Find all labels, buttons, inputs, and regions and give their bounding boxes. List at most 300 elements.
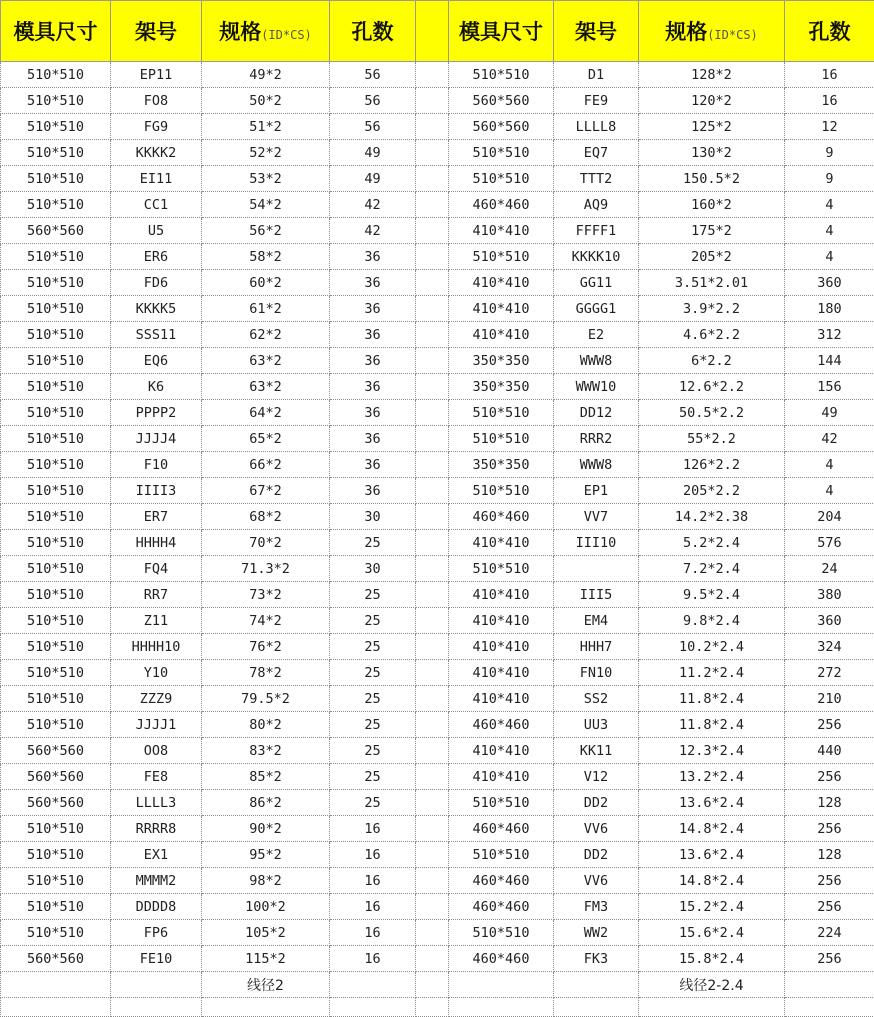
cell-empty[interactable]: [330, 972, 416, 998]
cell-spec[interactable]: 14.8*2.4: [639, 868, 785, 894]
cell-frame-no[interactable]: WW2: [554, 920, 639, 946]
cell-holes[interactable]: 36: [330, 374, 416, 400]
cell-frame-no[interactable]: FM3: [554, 894, 639, 920]
cell-mold-size[interactable]: 460*460: [449, 946, 554, 972]
cell-holes[interactable]: 16: [330, 946, 416, 972]
cell-holes[interactable]: 360: [785, 270, 874, 296]
cell-mold-size[interactable]: 510*510: [1, 452, 111, 478]
header-gap-cell[interactable]: [416, 1, 449, 62]
cell-mold-size[interactable]: 510*510: [449, 426, 554, 452]
cell-mold-size[interactable]: 350*350: [449, 452, 554, 478]
cell-mold-size[interactable]: 460*460: [449, 816, 554, 842]
cell-mold-size[interactable]: 410*410: [449, 686, 554, 712]
cell-holes[interactable]: 25: [330, 738, 416, 764]
cell-mold-size[interactable]: 560*560: [1, 946, 111, 972]
cell-frame-no[interactable]: EI11: [111, 166, 202, 192]
cell-holes[interactable]: 56: [330, 62, 416, 88]
cell-mold-size[interactable]: 350*350: [449, 348, 554, 374]
cell-empty[interactable]: [1, 972, 111, 998]
cell-frame-no[interactable]: JJJJ1: [111, 712, 202, 738]
cell-frame-no[interactable]: VV6: [554, 868, 639, 894]
cell-gap[interactable]: [416, 62, 449, 88]
cell-gap[interactable]: [416, 738, 449, 764]
cell-frame-no[interactable]: SS2: [554, 686, 639, 712]
cell-mold-size[interactable]: 510*510: [449, 790, 554, 816]
cell-holes[interactable]: 256: [785, 868, 874, 894]
cell-mold-size[interactable]: 350*350: [449, 374, 554, 400]
cell-frame-no[interactable]: AQ9: [554, 192, 639, 218]
cell-holes[interactable]: 256: [785, 894, 874, 920]
cell-mold-size[interactable]: 510*510: [1, 348, 111, 374]
cell-spec[interactable]: 90*2: [202, 816, 330, 842]
cell-holes[interactable]: 204: [785, 504, 874, 530]
cell-holes[interactable]: 156: [785, 374, 874, 400]
cell-mold-size[interactable]: 510*510: [1, 374, 111, 400]
cell-frame-no[interactable]: DD12: [554, 400, 639, 426]
cell-holes[interactable]: 4: [785, 244, 874, 270]
cell-mold-size[interactable]: 410*410: [449, 764, 554, 790]
cell-gap[interactable]: [416, 400, 449, 426]
cell-mold-size[interactable]: 560*560: [449, 114, 554, 140]
cell-spec[interactable]: 150.5*2: [639, 166, 785, 192]
cell-spec[interactable]: 56*2: [202, 218, 330, 244]
cell-frame-no[interactable]: EP1: [554, 478, 639, 504]
cell-gap[interactable]: [416, 88, 449, 114]
cell-spec[interactable]: 52*2: [202, 140, 330, 166]
cell-frame-no[interactable]: WWW8: [554, 348, 639, 374]
cell-holes[interactable]: 16: [330, 920, 416, 946]
cell-frame-no[interactable]: WWW8: [554, 452, 639, 478]
cell-frame-no[interactable]: FN10: [554, 660, 639, 686]
cell-holes[interactable]: 30: [330, 504, 416, 530]
cell-spec[interactable]: 126*2.2: [639, 452, 785, 478]
cell-spec[interactable]: 73*2: [202, 582, 330, 608]
cell-holes[interactable]: 272: [785, 660, 874, 686]
cell-holes[interactable]: 36: [330, 426, 416, 452]
cell-gap[interactable]: [416, 790, 449, 816]
cell-spec[interactable]: 74*2: [202, 608, 330, 634]
cell-gap[interactable]: [416, 946, 449, 972]
cell-frame-no[interactable]: KKKK5: [111, 296, 202, 322]
cell-holes[interactable]: 440: [785, 738, 874, 764]
cell-spec[interactable]: 130*2: [639, 140, 785, 166]
cell-gap[interactable]: [416, 192, 449, 218]
cell-spec[interactable]: 9.5*2.4: [639, 582, 785, 608]
cell-spec[interactable]: 7.2*2.4: [639, 556, 785, 582]
header-spec-right[interactable]: [639, 1, 785, 62]
cell-mold-size[interactable]: 410*410: [449, 322, 554, 348]
cell-frame-no[interactable]: FE10: [111, 946, 202, 972]
cell-holes[interactable]: 56: [330, 88, 416, 114]
cell-holes[interactable]: 256: [785, 764, 874, 790]
cell-gap[interactable]: [416, 322, 449, 348]
cell-gap[interactable]: [416, 634, 449, 660]
cell-spec[interactable]: 205*2: [639, 244, 785, 270]
cell-mold-size[interactable]: 510*510: [1, 114, 111, 140]
cell-holes[interactable]: 4: [785, 478, 874, 504]
cell-holes[interactable]: 9: [785, 166, 874, 192]
cell-frame-no[interactable]: Z11: [111, 608, 202, 634]
cell-frame-no[interactable]: PPPP2: [111, 400, 202, 426]
cell-mold-size[interactable]: 510*510: [449, 920, 554, 946]
cell-holes[interactable]: 4: [785, 192, 874, 218]
cell-frame-no[interactable]: OO8: [111, 738, 202, 764]
cell-frame-no[interactable]: LLLL8: [554, 114, 639, 140]
cell-frame-no[interactable]: MMMM2: [111, 868, 202, 894]
cell-mold-size[interactable]: 410*410: [449, 738, 554, 764]
cell-holes[interactable]: 36: [330, 270, 416, 296]
cell-holes[interactable]: 224: [785, 920, 874, 946]
cell-frame-no[interactable]: VV6: [554, 816, 639, 842]
cell-spec[interactable]: 58*2: [202, 244, 330, 270]
cell-gap[interactable]: [416, 556, 449, 582]
cell-mold-size[interactable]: 510*510: [1, 660, 111, 686]
cell-gap[interactable]: [416, 374, 449, 400]
cell-mold-size[interactable]: 460*460: [449, 894, 554, 920]
wire-diameter-note-right[interactable]: 线径2-2.4: [639, 972, 785, 998]
cell-frame-no[interactable]: IIII3: [111, 478, 202, 504]
cell-gap[interactable]: [416, 504, 449, 530]
cell-spec[interactable]: 12.6*2.2: [639, 374, 785, 400]
cell-mold-size[interactable]: 510*510: [1, 634, 111, 660]
cell-frame-no[interactable]: KKKK2: [111, 140, 202, 166]
cell-mold-size[interactable]: 510*510: [1, 244, 111, 270]
cell-holes[interactable]: 56: [330, 114, 416, 140]
cell-mold-size[interactable]: 410*410: [449, 608, 554, 634]
cell-spec[interactable]: 105*2: [202, 920, 330, 946]
cell-mold-size[interactable]: 510*510: [1, 322, 111, 348]
cell-frame-no[interactable]: EM4: [554, 608, 639, 634]
cell-gap[interactable]: [416, 842, 449, 868]
cell-frame-no[interactable]: K6: [111, 374, 202, 400]
cell-gap[interactable]: [416, 114, 449, 140]
cell-mold-size[interactable]: 510*510: [1, 868, 111, 894]
cell-frame-no[interactable]: FO8: [111, 88, 202, 114]
cell-spec[interactable]: 11.8*2.4: [639, 686, 785, 712]
cell-frame-no[interactable]: RRR2: [554, 426, 639, 452]
cell-spec[interactable]: 63*2: [202, 348, 330, 374]
cell-gap[interactable]: [416, 244, 449, 270]
cell-mold-size[interactable]: 560*560: [1, 738, 111, 764]
cell-holes[interactable]: 256: [785, 946, 874, 972]
cell-spec[interactable]: 85*2: [202, 764, 330, 790]
cell-frame-no[interactable]: UU3: [554, 712, 639, 738]
cell-gap[interactable]: [416, 816, 449, 842]
cell-frame-no[interactable]: KK11: [554, 738, 639, 764]
cell-mold-size[interactable]: 510*510: [449, 166, 554, 192]
cell-empty[interactable]: [111, 998, 202, 1017]
cell-gap[interactable]: [416, 972, 449, 998]
cell-gap[interactable]: [416, 348, 449, 374]
cell-gap[interactable]: [416, 712, 449, 738]
cell-holes[interactable]: 49: [785, 400, 874, 426]
cell-spec[interactable]: 71.3*2: [202, 556, 330, 582]
cell-holes[interactable]: 256: [785, 712, 874, 738]
cell-frame-no[interactable]: FE8: [111, 764, 202, 790]
cell-frame-no[interactable]: III5: [554, 582, 639, 608]
cell-holes[interactable]: 36: [330, 478, 416, 504]
cell-holes[interactable]: 4: [785, 452, 874, 478]
cell-empty[interactable]: [785, 998, 874, 1017]
cell-holes[interactable]: 12: [785, 114, 874, 140]
cell-frame-no[interactable]: HHHH4: [111, 530, 202, 556]
cell-mold-size[interactable]: 560*560: [1, 790, 111, 816]
cell-spec[interactable]: 5.2*2.4: [639, 530, 785, 556]
cell-frame-no[interactable]: RR7: [111, 582, 202, 608]
wire-diameter-note-left[interactable]: 线径2: [202, 972, 330, 998]
cell-empty[interactable]: [111, 972, 202, 998]
cell-spec[interactable]: 205*2.2: [639, 478, 785, 504]
cell-mold-size[interactable]: 410*410: [449, 270, 554, 296]
cell-spec[interactable]: 100*2: [202, 894, 330, 920]
cell-mold-size[interactable]: 510*510: [1, 582, 111, 608]
cell-frame-no[interactable]: FG9: [111, 114, 202, 140]
cell-frame-no[interactable]: FE9: [554, 88, 639, 114]
cell-mold-size[interactable]: 510*510: [1, 816, 111, 842]
cell-holes[interactable]: 49: [330, 166, 416, 192]
cell-gap[interactable]: [416, 764, 449, 790]
cell-spec[interactable]: 160*2: [639, 192, 785, 218]
cell-holes[interactable]: 128: [785, 842, 874, 868]
cell-mold-size[interactable]: 510*510: [1, 478, 111, 504]
cell-frame-no[interactable]: D1: [554, 62, 639, 88]
cell-empty[interactable]: [330, 998, 416, 1017]
cell-spec[interactable]: 68*2: [202, 504, 330, 530]
cell-holes[interactable]: 312: [785, 322, 874, 348]
cell-gap[interactable]: [416, 894, 449, 920]
cell-gap[interactable]: [416, 530, 449, 556]
cell-holes[interactable]: 16: [330, 868, 416, 894]
cell-frame-no[interactable]: U5: [111, 218, 202, 244]
cell-spec[interactable]: 175*2: [639, 218, 785, 244]
cell-holes[interactable]: 25: [330, 660, 416, 686]
cell-mold-size[interactable]: 410*410: [449, 296, 554, 322]
cell-spec[interactable]: 64*2: [202, 400, 330, 426]
cell-gap[interactable]: [416, 920, 449, 946]
cell-frame-no[interactable]: EQ7: [554, 140, 639, 166]
cell-gap[interactable]: [416, 608, 449, 634]
cell-holes[interactable]: 36: [330, 348, 416, 374]
cell-holes[interactable]: 25: [330, 712, 416, 738]
cell-spec[interactable]: 62*2: [202, 322, 330, 348]
cell-holes[interactable]: 36: [330, 400, 416, 426]
cell-mold-size[interactable]: 510*510: [1, 894, 111, 920]
header-frame-no-left[interactable]: 架号: [111, 1, 202, 62]
cell-mold-size[interactable]: 510*510: [449, 400, 554, 426]
cell-spec[interactable]: 80*2: [202, 712, 330, 738]
cell-spec[interactable]: 63*2: [202, 374, 330, 400]
cell-mold-size[interactable]: 510*510: [449, 842, 554, 868]
cell-mold-size[interactable]: 510*510: [1, 530, 111, 556]
cell-mold-size[interactable]: 510*510: [1, 608, 111, 634]
cell-holes[interactable]: 9: [785, 140, 874, 166]
cell-holes[interactable]: 380: [785, 582, 874, 608]
cell-spec[interactable]: 3.9*2.2: [639, 296, 785, 322]
cell-frame-no[interactable]: FD6: [111, 270, 202, 296]
cell-holes[interactable]: 210: [785, 686, 874, 712]
cell-gap[interactable]: [416, 452, 449, 478]
cell-mold-size[interactable]: 560*560: [1, 764, 111, 790]
cell-spec[interactable]: 11.8*2.4: [639, 712, 785, 738]
cell-holes[interactable]: 42: [785, 426, 874, 452]
cell-holes[interactable]: 256: [785, 816, 874, 842]
cell-mold-size[interactable]: 510*510: [1, 842, 111, 868]
cell-frame-no[interactable]: HHHH10: [111, 634, 202, 660]
cell-spec[interactable]: 115*2: [202, 946, 330, 972]
cell-frame-no[interactable]: ER7: [111, 504, 202, 530]
cell-spec[interactable]: 51*2: [202, 114, 330, 140]
cell-spec[interactable]: 15.2*2.4: [639, 894, 785, 920]
cell-mold-size[interactable]: 510*510: [1, 920, 111, 946]
cell-mold-size[interactable]: 510*510: [449, 244, 554, 270]
cell-spec[interactable]: 11.2*2.4: [639, 660, 785, 686]
cell-holes[interactable]: 42: [330, 192, 416, 218]
cell-mold-size[interactable]: 510*510: [1, 400, 111, 426]
cell-holes[interactable]: 30: [330, 556, 416, 582]
cell-frame-no[interactable]: DD2: [554, 790, 639, 816]
cell-frame-no[interactable]: [554, 556, 639, 582]
cell-holes[interactable]: 360: [785, 608, 874, 634]
cell-empty[interactable]: [449, 972, 554, 998]
cell-frame-no[interactable]: III10: [554, 530, 639, 556]
cell-holes[interactable]: 16: [330, 816, 416, 842]
cell-spec[interactable]: 60*2: [202, 270, 330, 296]
cell-spec[interactable]: 79.5*2: [202, 686, 330, 712]
cell-mold-size[interactable]: 510*510: [449, 140, 554, 166]
cell-spec[interactable]: 14.2*2.38: [639, 504, 785, 530]
cell-frame-no[interactable]: GG11: [554, 270, 639, 296]
cell-empty[interactable]: [785, 972, 874, 998]
cell-frame-no[interactable]: ZZZ9: [111, 686, 202, 712]
cell-spec[interactable]: 50.5*2.2: [639, 400, 785, 426]
header-mold-size-right[interactable]: 模具尺寸: [449, 1, 554, 62]
cell-mold-size[interactable]: 460*460: [449, 504, 554, 530]
cell-holes[interactable]: 25: [330, 530, 416, 556]
cell-mold-size[interactable]: 410*410: [449, 660, 554, 686]
cell-empty[interactable]: [1, 998, 111, 1017]
cell-spec[interactable]: 15.6*2.4: [639, 920, 785, 946]
cell-holes[interactable]: 128: [785, 790, 874, 816]
cell-spec[interactable]: 54*2: [202, 192, 330, 218]
cell-holes[interactable]: 25: [330, 686, 416, 712]
cell-holes[interactable]: 36: [330, 296, 416, 322]
cell-mold-size[interactable]: 410*410: [449, 582, 554, 608]
cell-mold-size[interactable]: 510*510: [1, 556, 111, 582]
cell-gap[interactable]: [416, 140, 449, 166]
cell-holes[interactable]: 25: [330, 790, 416, 816]
cell-spec[interactable]: 55*2.2: [639, 426, 785, 452]
cell-mold-size[interactable]: 510*510: [1, 88, 111, 114]
cell-frame-no[interactable]: TTT2: [554, 166, 639, 192]
cell-spec[interactable]: 12.3*2.4: [639, 738, 785, 764]
cell-spec[interactable]: 10.2*2.4: [639, 634, 785, 660]
cell-spec[interactable]: 83*2: [202, 738, 330, 764]
cell-empty[interactable]: [554, 998, 639, 1017]
cell-mold-size[interactable]: 510*510: [1, 686, 111, 712]
cell-gap[interactable]: [416, 426, 449, 452]
cell-mold-size[interactable]: 510*510: [1, 192, 111, 218]
cell-frame-no[interactable]: E2: [554, 322, 639, 348]
cell-mold-size[interactable]: 460*460: [449, 192, 554, 218]
cell-spec[interactable]: 9.8*2.4: [639, 608, 785, 634]
cell-spec[interactable]: 120*2: [639, 88, 785, 114]
cell-holes[interactable]: 36: [330, 244, 416, 270]
cell-frame-no[interactable]: FQ4: [111, 556, 202, 582]
cell-holes[interactable]: 42: [330, 218, 416, 244]
cell-empty[interactable]: [416, 998, 449, 1017]
cell-frame-no[interactable]: KKKK10: [554, 244, 639, 270]
cell-holes[interactable]: 16: [785, 88, 874, 114]
cell-holes[interactable]: 36: [330, 322, 416, 348]
cell-frame-no[interactable]: WWW10: [554, 374, 639, 400]
cell-gap[interactable]: [416, 218, 449, 244]
cell-gap[interactable]: [416, 868, 449, 894]
cell-spec[interactable]: 13.6*2.4: [639, 790, 785, 816]
cell-mold-size[interactable]: 460*460: [449, 712, 554, 738]
cell-spec[interactable]: 65*2: [202, 426, 330, 452]
cell-holes[interactable]: 16: [785, 62, 874, 88]
header-holes-right[interactable]: 孔数: [785, 1, 874, 62]
cell-frame-no[interactable]: FK3: [554, 946, 639, 972]
cell-spec[interactable]: 128*2: [639, 62, 785, 88]
cell-holes[interactable]: 24: [785, 556, 874, 582]
header-spec-left[interactable]: [202, 1, 330, 62]
cell-spec[interactable]: 70*2: [202, 530, 330, 556]
cell-gap[interactable]: [416, 270, 449, 296]
cell-mold-size[interactable]: 460*460: [449, 868, 554, 894]
cell-empty[interactable]: [202, 998, 330, 1017]
cell-mold-size[interactable]: 410*410: [449, 218, 554, 244]
cell-gap[interactable]: [416, 478, 449, 504]
header-holes-left[interactable]: 孔数: [330, 1, 416, 62]
cell-spec[interactable]: 14.8*2.4: [639, 816, 785, 842]
cell-spec[interactable]: 53*2: [202, 166, 330, 192]
cell-spec[interactable]: 6*2.2: [639, 348, 785, 374]
cell-frame-no[interactable]: V12: [554, 764, 639, 790]
cell-gap[interactable]: [416, 660, 449, 686]
cell-mold-size[interactable]: 510*510: [1, 504, 111, 530]
cell-holes[interactable]: 180: [785, 296, 874, 322]
cell-empty[interactable]: [554, 972, 639, 998]
cell-gap[interactable]: [416, 166, 449, 192]
cell-holes[interactable]: 4: [785, 218, 874, 244]
cell-frame-no[interactable]: JJJJ4: [111, 426, 202, 452]
cell-mold-size[interactable]: 510*510: [449, 62, 554, 88]
cell-holes[interactable]: 576: [785, 530, 874, 556]
cell-spec[interactable]: 3.51*2.01: [639, 270, 785, 296]
cell-holes[interactable]: 324: [785, 634, 874, 660]
cell-spec[interactable]: 15.8*2.4: [639, 946, 785, 972]
cell-mold-size[interactable]: 510*510: [1, 712, 111, 738]
cell-frame-no[interactable]: GGGG1: [554, 296, 639, 322]
cell-spec[interactable]: 13.6*2.4: [639, 842, 785, 868]
cell-mold-size[interactable]: 510*510: [1, 426, 111, 452]
cell-frame-no[interactable]: F10: [111, 452, 202, 478]
cell-frame-no[interactable]: RRRR8: [111, 816, 202, 842]
cell-mold-size[interactable]: 510*510: [1, 62, 111, 88]
header-mold-size-left[interactable]: 模具尺寸: [1, 1, 111, 62]
cell-mold-size[interactable]: 510*510: [449, 478, 554, 504]
cell-empty[interactable]: [639, 998, 785, 1017]
cell-gap[interactable]: [416, 582, 449, 608]
cell-frame-no[interactable]: DD2: [554, 842, 639, 868]
cell-mold-size[interactable]: 410*410: [449, 530, 554, 556]
cell-frame-no[interactable]: DDDD8: [111, 894, 202, 920]
cell-frame-no[interactable]: EP11: [111, 62, 202, 88]
cell-gap[interactable]: [416, 296, 449, 322]
cell-spec[interactable]: 13.2*2.4: [639, 764, 785, 790]
cell-holes[interactable]: 25: [330, 764, 416, 790]
